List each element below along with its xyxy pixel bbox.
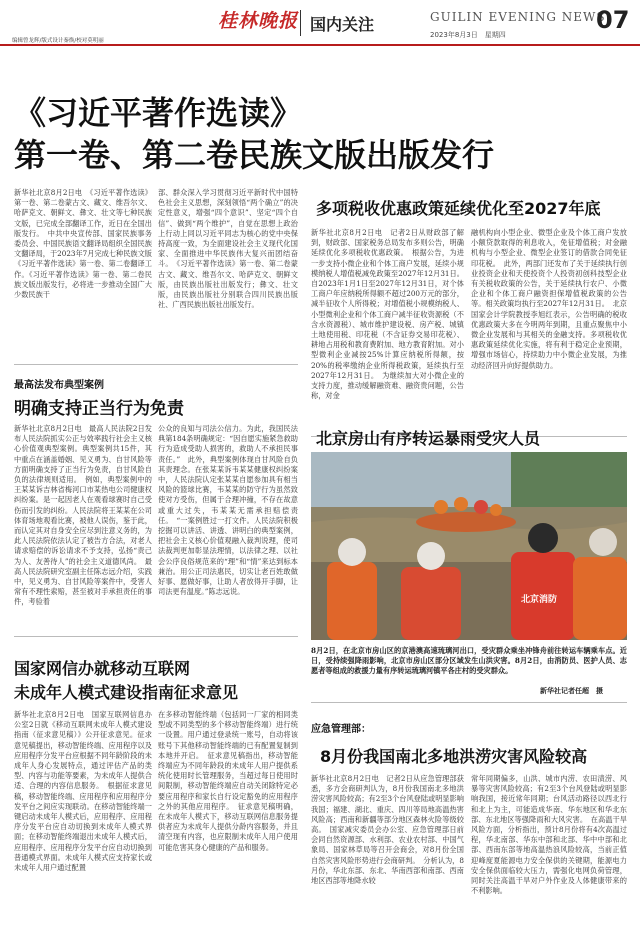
court-headline: 明确支持正当行为免责 xyxy=(14,399,184,419)
lead-body-col2: 部、群众深入学习贯彻习近平新时代中国特色社会主义思想，深刻领悟“两个确立”的决定性意义，增强“四个意识”、坚定“四个自信”、做到“两个维护”，自觉在思想上政治上行动上同以习近平同志为核心的党中央保持高度一致，为全面建设社会主义现代化国家、全面推进中华民族伟大复兴而团结奋斗。 《习近平著作选读》第一卷、第二卷蒙古文、藏文、维吾尔文、哈萨克文、朝鲜文版，由民族出版社出版发行；彝文、壮文版，由民族出版社分别联合四川民族出版社、广西民族出版社出版发行。 xyxy=(158,188,298,310)
lead-body-col1: 新华社北京8月2日电 《习近平著作选读》第一卷、第二卷蒙古文、藏文、维吾尔文、哈萨克文、朝鲜文、彝文、壮文等七种民族文版，已完成全部翻译工作，近日在全国出版发行。 中共中央宣传部、国家民族事务委员会、中国民族语文翻译局组织全国民族文翻译局，于2023年7月完成七种民族文版《习近平著作选读》第一卷、第二卷翻译工作。《习近平著作选读》第一卷、第二卷民族文版出版发行，必将进一步推动全国广大少数民族干 xyxy=(14,188,152,300)
header-divider xyxy=(300,10,301,36)
tax-body-col1: 新华社北京8月2日电 记者2日从财政部了解到，财政部、国家税务总局发布多则公告，明确延续优化多项税收优惠政策。 根据公告，为进一步支持小微企业和个体工商户发展，延续小规模纳税人增值税减免政策至2027年12月31日。自2023年1月1日至2027年12月31日，对个体工商户年应纳税所得额不超过200万元的部分，减半征收个人所得税；对增值税小规模纳税人、小型微利企业和个体工商户减半征收资源税（不含水资源税）、城市维护建设税、房产税、城镇土地使用税、印花税（不含证券交易印花税）、耕地占用税和教育费附加、地方教育附加。对小型微利企业减按25%计算应纳税所得额，按20%的税率缴纳企业所得税政策，延续执行至2027年12月31日。 为继续加大对小微企业的支持力度，推动缓解融资难、融资贵问题，公告称，对金 xyxy=(311,228,464,401)
minors-headline: 未成年人模式建设指南征求意见 xyxy=(14,683,239,702)
photo-headline: 北京房山有序转运暴雨受灾人员 xyxy=(316,429,541,448)
flood-body-col2: 常年同期偏多，山洪、城市内涝、农田渍涝、风暴等灾害风险较高；有2至3个台风登陆或明显影响我国，接近常年同期；台风活动路径以西北行和北上为主，可能造成华南、华东地区和华北东部、东北地区等强降雨和大风灾害。 在高温干旱风险方面，分析指出，预计8月份将有4次高温过程，华北南部、华东中部和北部、华中中部和北部、西南东部等地高温热浪风险较高，当前正值迎峰度夏能源电力安全保供的关键期，能源电力安全保供面临较大压力，需强化电网负荷管理，同时关注高温干旱对户外作业及人体健康带来的不利影响。 xyxy=(471,774,627,896)
flood-body-col1: 新华社北京8月2日电 记者2日从应急管理部获悉，多方会商研判认为，8月份我国南北多地洪涝灾害风险较高；有2至3个台风登陆或明显影响我国；福建、湖北、重庆、四川等局地高温热害风险高；西南和新疆等部分地区森林火险等级较高。 国家减灾委员会办公室、应急管理部日前会同自然资源部、水利部、农业农村部、中国气象局、国家林草局等召开会商会，对8月份全国自然灾害风险形势进行会商研判。 分析认为，8月份，华北东部、东北、华南西部和南部、西南地区西部等地降水较 xyxy=(311,774,464,886)
issue-date: 2023年8月3日 星期四 xyxy=(430,31,506,39)
flood-rescue-illustration xyxy=(311,452,627,640)
court-body-col2: 公众的良知与司法公信力。为此，我国民法典第184条明确规定：“因自愿实施紧急救助行为造成受助人损害的，救助人不承担民事责任。” 此外，典型案例体现自甘风险自负其责理念。在张某某诉韦某某健康权纠纷案中，人民法院认定张某某自愿参加具有相当风险的篮球比赛，韦某某的防守行为虽然致使对方受伤，但属于合理冲撞，不存在故意或重大过失，韦某某无需承担赔偿责任。 “一案例胜过一打文件。人民法院积极挖掘可以讲活、讲透、讲明白的典型案例，把社会主义核心价值观融入裁判说理，使司法裁判更加彰显法理情，以法律之理、以社会公序良俗规范来的“理”和“情”来达到标本兼治。用公正司法惠民，切实让老百姓敢做好事、愿做好事，让助人者放得开手脚，让司法更有温度。”陈志远说。 xyxy=(158,424,298,597)
lead-headline-line1: 《习近平著作选读》 xyxy=(14,94,303,132)
paper-name-english: GUILIN EVENING NEWS xyxy=(430,10,606,24)
court-kicker: 最高法发布典型案例 xyxy=(14,380,104,391)
tax-headline: 多项税收优惠政策延续优化至2027年底 xyxy=(316,199,601,218)
page-number: 07 xyxy=(596,6,630,34)
editor-credits: 编辑曾龙辉/版式设计秦焕/校对莫明丽 xyxy=(12,38,104,44)
photo-credit: 新华社记者任超 摄 xyxy=(540,686,603,695)
divider-right-mid xyxy=(311,702,627,703)
photo-caption: 8月2日，在北京市房山区的京港澳高速琉璃河出口，受灾群众乘坐冲锋舟前往转运车辆乘车点。近日，受持续强降雨影响，北京市房山区部分区域发生山洪灾害。8月2日，由消防员、医护人员、志愿者等组成的救援力量有序转运琉璃河镇平各庄村的受灾群众。 xyxy=(311,646,627,676)
newspaper-logo: 桂林晚报 xyxy=(218,10,299,32)
divider-left-top xyxy=(14,364,298,365)
minors-kicker: 国家网信办就移动互联网 xyxy=(14,659,191,678)
section-title: 国内关注 xyxy=(310,15,375,34)
minors-body-col2: 在多移动智能终端（包括同一厂家的相同类型或不同类型的多个移动智能终端）进行统一设置。用户通过登录统一账号，自动将该账号下其他移动智能终端的已有配置复制到本地并开启。 征求意见稿指出，移动智能终端应为不同年龄段的未成年人用户提供系统化使用时长管理服务，当超过每日使用时间限制，移动智能终端应自动关闭除特定必要应用程序和家长自行设定豁免的应用程序之外的其他应用程序。 征求意见稿明确，在未成年人模式下，移动互联网信息服务提供者应为未成年人提供分龄内容服务，并且清空现有内容，也应限制未成年人用户使用可能危害其身心健康的产品和服务。 xyxy=(158,710,298,852)
flood-kicker: 应急管理部： xyxy=(311,724,371,735)
flood-rescue-photo xyxy=(311,452,627,640)
tax-body-col2: 融机构向小型企业、微型企业及个体工商户发放小额贷款取得的利息收入，免征增值税；对金融机构与小型企业、微型企业签订的借款合同免征印花税。 此外，两部门还发布了关于延续执行创业投资企业和天使投资个人投资初创科技型企业有关税收政策的公告，关于延续执行农户、小微企业和个体工商户融资担保增值税政策的公告等。相关政策均执行至2027年12月31日。 北京国家会计学院教授李旭红表示，公告明确的税收优惠政策大多在今明两年到期，且重点聚焦中小微企业发展和与其相关的金融支持。多项税收优惠政策延续优化实施，将有利于稳定企业预期，增强市场信心，持续助力中小微企业发展，为推动经济回升向好提供助力。 xyxy=(471,228,627,370)
lead-headline-line2: 第一卷、第二卷民族文版出版发行 xyxy=(14,136,495,174)
divider-left-mid xyxy=(14,636,298,637)
page-header xyxy=(0,0,640,46)
flood-headline: 8月份我国南北多地洪涝灾害风险较高 xyxy=(320,747,588,766)
minors-body-col1: 新华社北京8月2日电 国家互联网信息办公室2日就《移动互联网未成年人模式建设指南（征求意见稿）》公开征求意见。征求意见稿提出，移动智能终端、应用程序以及应用程序分发平台应根据不同年龄阶段的未成年人身心发展特点，通过评估产品的类型、内容与功能等要素，为未成年人提供合适、合理的内容信息服务。 根据征求意见稿，移动智能终端、应用程序和应用程序分发平台之间应实现联动。在移动智能终端一键启动未成年人模式后，应用程序、应用程序分发平台应自动切换到未成年人模式界面；在移动智能终端退出未成年人模式后，应用程序、应用程序分发平台应自动切换到普通模式界面。未成年人模式应支持家长或未成年人用户通过配置 xyxy=(14,710,152,873)
court-body-col1: 新华社北京8月2日电 最高人民法院2日发布人民法院抓实公正与效率践行社会主义核心价值观典型案例。典型案例共15件，其中重点在涵盖婚姻、见义勇为、自甘风险等方面明确支持了正当行为免责，自甘风险自负的法律规则适用。 例如，典型案例中的王某某诉吉林省梅河口市某热电公司健康权纠纷案。是一起因老人在观看球赛时自己受伤而引发的纠纷。人民法院将王某某在公司体育场地观看比赛，被他人误伤，鉴于此，而认定其对自身安全应尽到注意义务的，为此人民法院依法认定了被告方合法，对老人请求赔偿的诉讼请求不予支持，弘扬“责己为人、友善待人”的社会主义道德风尚。 最高人民法院研究室副主任陈志远介绍，实践中，见义勇为、自甘风险等案件中，受害人常有不理性索赔，甚至被对手承担责任的事件，考验着 xyxy=(14,424,152,607)
vest-text: 北京消防 xyxy=(521,595,558,605)
